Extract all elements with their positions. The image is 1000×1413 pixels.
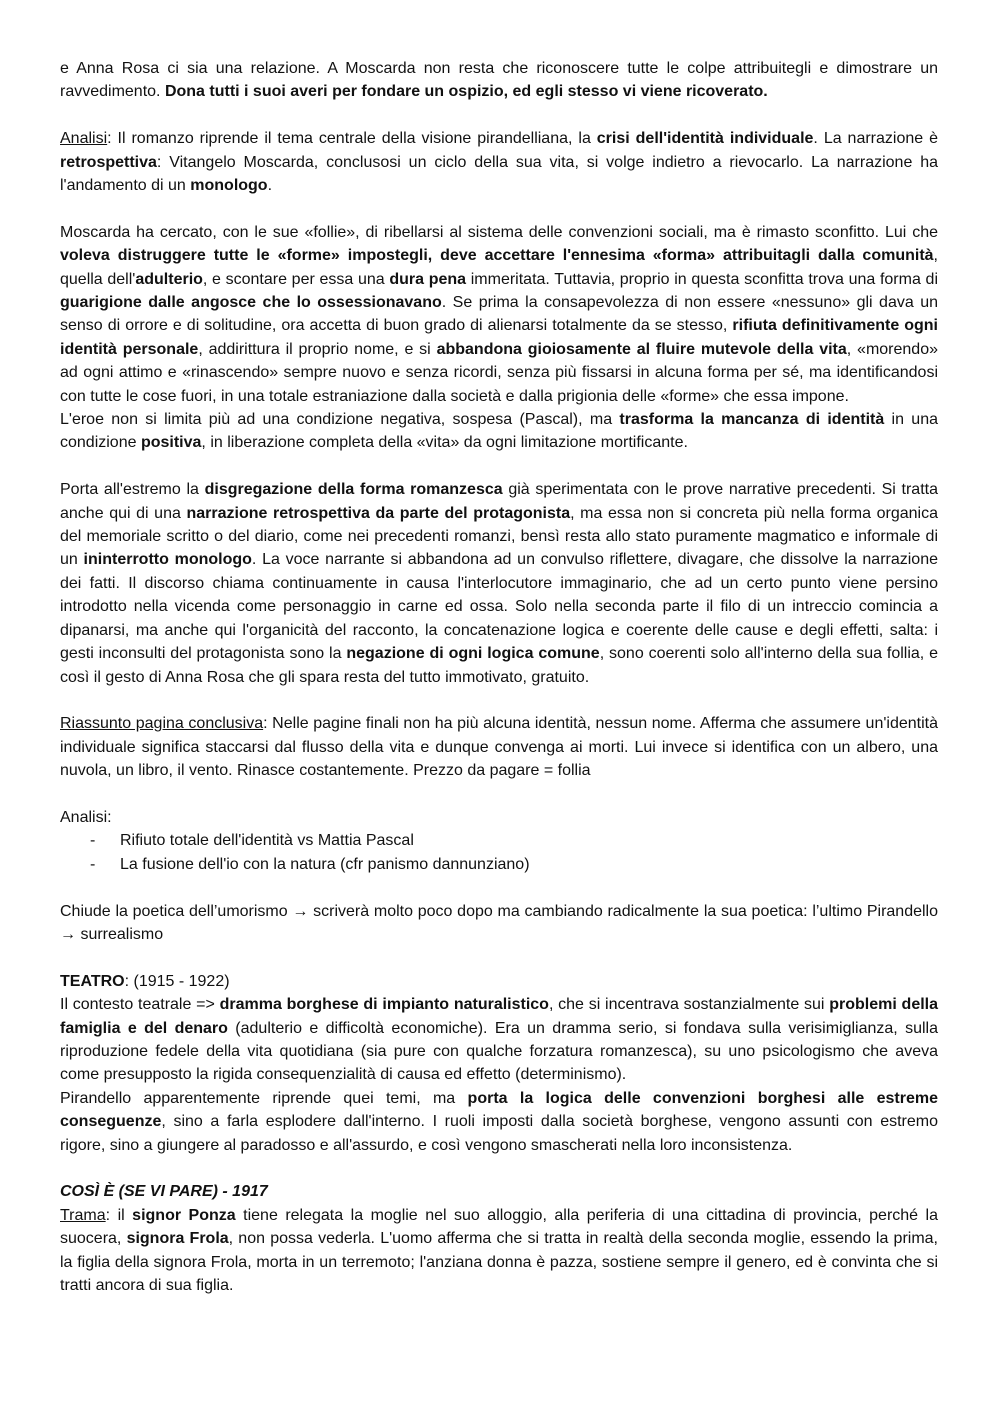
analisi-list-label: Analisi: [60, 808, 112, 826]
paragraph-teatro: Il contesto teatrale => dramma borghese di impianto naturalistico, che si incentrava sostanzialmente sui problemi della famiglia e del denaro (adulterio e difficoltà economiche). Era un dramma serio, si fondava sulla verisimiglianza, sulla riproduzione fedele della vita quotidiana (sia pure con qualche forzatura romanzesca), su uno psicologismo che aveva come presupposto la rigida consequenzialità di causa ed effetto (determinismo). [60, 996, 939, 1084]
trama-label: Trama [60, 1206, 106, 1224]
section-teatro-heading: TEATRO: (1915 - 1922) [60, 972, 230, 990]
list-item: - Rifiuto totale dell'identità vs Mattia Pascal [88, 829, 938, 852]
analisi-list [60, 829, 938, 876]
paragraph-analisi: Analisi: Il romanzo riprende il tema centrale della visione pirandelliana, la crisi dell'identità individuale. La narrazione è retrospettiva: Vitangelo Moscarda, conclusosi un ciclo della sua vita, si volge indietro a rievocarlo. La narrazione ha l'andamento di un monologo. [60, 130, 938, 195]
paragraph-umorismo: Chiude la poetica dell’umorismo → scriverà molto poco dopo ma cambiando radicalmente la sua poetica: l’ultimo Pirandello → surrealismo [60, 902, 938, 943]
paragraph-riassunto: Riassunto pagina conclusiva: Nelle pagine finali non ha più alcuna identità, nessun nome. Afferma che assumere un'identità individuale significa staccarsi dal flusso della vita e dunque convenga ai morti. Lui invece si identifica con un albero, una nuvola, un libro, il vento. Rinasce costantemente. Prezzo da pagare = follia [60, 715, 938, 780]
paragraph-moscarda: Moscarda ha cercato, con le sue «follie», di ribellarsi al sistema delle convenzioni sociali, ma è rimasto sconfitto. Lui che voleva distruggere tutte le «forme» impostegli, deve accettare l'ennesima «forma» attribuitagli dalla comunità, quella dell'adulterio, e scontare per essa una dura pena immeritata. Tuttavia, proprio in questa sconfitta trova una forma di guarigione dalle angosce che lo ossessionavano. Se prima la consapevolezza di non essere «nessuno» gli dava un senso di orrore e di solitudine, ora accetta di buon grado di alienarsi totalmente da se stesso, rifiuta definitivamente ogni identità personale, addirittura il proprio nome, e si abbandona gioiosamente al fluire mutevole della vita, «morendo» ad ogni attimo e «rinascendo» sempre nuovo e senza ricordi, senza più fissarsi in alcuna forma per sé, ma identificandosi con tutte le cose fuori, in una totale estraniazione dalla società e dalla prigionia delle «forme» che essa impone. [60, 223, 939, 405]
paragraph-eroe: L'eroe non si limita più ad una condizione negativa, sospesa (Pascal), ma trasforma la mancanza di identità in una condizione positiva, in liberazione completa della «vita» da ogni limitazione mortificante. [60, 411, 939, 452]
paragraph-forma-romanzesca: Porta all'estremo la disgregazione della forma romanzesca già sperimentata con le prove narrative precedenti. Si tratta anche qui di una narrazione retrospettiva da parte del protagonista, ma essa non si concreta più nella forma organica del memoriale scritto o del diario, come nei precedenti romanzi, bensì resta allo stato puramente magmatico e informale di un ininterrotto monologo. La voce narrante si abbandona ad un convulso riflettere, divagare, che dissolve la narrazione dei fatti. Il discorso chiama continuamente in causa l'interlocutore immaginario, che ad un certo punto viene persino introdotto nella vicenda come personaggio in carne ed ossa. Solo nella seconda parte il filo di un intreccio comincia a dipanarsi, ma anche qui l'organicità del racconto, la concatenazione logica e coerente delle cause e degli effetti, salta: i gesti inconsulti del protagonista sono la negazione di ogni logica comune, sono coerenti solo all'interno della sua follia, e così il gesto di Anna Rosa che gli spara resta del tutto immotivato, gratuito. [60, 481, 939, 686]
paragraph-trama: Trama: il signor Ponza tiene relegata la moglie nel suo alloggio, alla periferia di una cittadina di provincia, perché la suocera, signora Frola, non possa vederla. L'uomo afferma che si tratta in realtà della seconda moglie, essendo la prima, la figlia della signora Frola, morta in un terremoto; l'anziana donna è pazza, sostiene sempre il genero, ed è convinta che si tratti ancora di sua figlia. [60, 1206, 939, 1294]
paragraph-ending: e Anna Rosa ci sia una relazione. A Moscarda non resta che riconoscere tutte le colpe attribuitegli e dimostrare un ravvedimento. Dona tutti i suoi averi per fondare un ospizio, ed egli stesso vi viene ricoverato. [60, 60, 938, 101]
section-cosi-e-heading: COSÌ È (SE VI PARE) - 1917 [60, 1183, 268, 1201]
list-item: - La fusione dell'io con la natura (cfr panismo dannunziano) [88, 853, 938, 876]
riassunto-label: Riassunto pagina conclusiva [60, 715, 264, 733]
paragraph-pirandello-teatro: Pirandello apparentemente riprende quei temi, ma porta la logica delle convenzioni borghesi alle estreme conseguenze, sino a farla esplodere dall'interno. I ruoli imposti dalla società borghese, vengono assunti con estremo rigore, sino a giungere al paradosso e all'assurdo, e così vengono smascherati nella loro inconsistenza. [60, 1089, 938, 1154]
analisi-label: Analisi [60, 130, 108, 148]
